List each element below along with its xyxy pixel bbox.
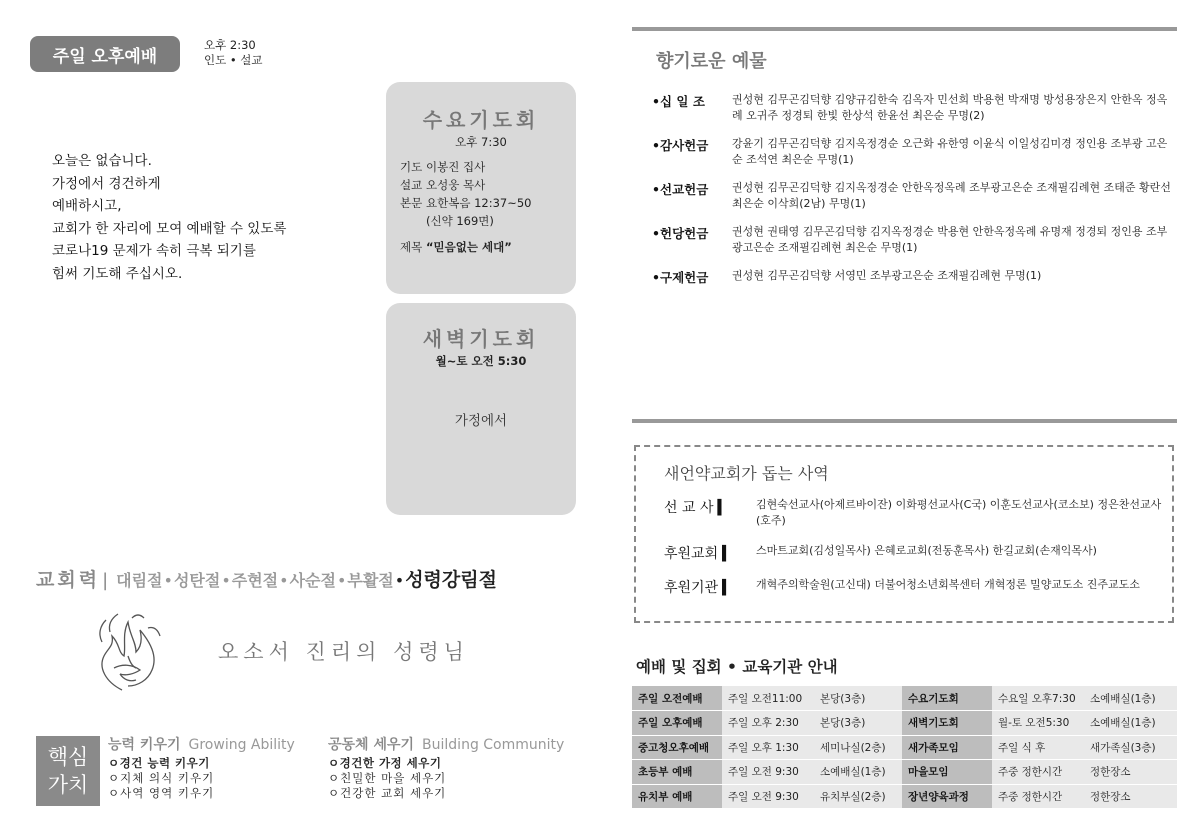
offering-row (652, 268, 1177, 286)
schedule-cell: 주중 정한시간 (992, 784, 1084, 809)
mission-category (664, 577, 756, 597)
schedule-cell: 주중 정한시간 (992, 760, 1084, 785)
detail-row (400, 194, 532, 212)
mission-names: 개혁주의학술원(고신대) 더불어청소년회복센터 개혁정론 밀양교도소 진주교도소 (756, 578, 1140, 591)
offering-type: •감사헌금 (652, 138, 709, 153)
offering-names: 권성현 김무곤김덕향 김지옥정경순 안한옥정옥례 조부광고은순 조재필김례현 조태준 황란선 최은순 이삭희(2남) 무명(1) (732, 181, 1171, 210)
section-divider (632, 27, 1177, 31)
detail-value: 이봉진 집사 (426, 160, 486, 174)
offering-names: 권성현 김무곤김덕향 김양규김한숙 김옥자 민선희 박용현 박재명 방성용장은지 안한옥 정옥례 오귀주 정경퇴 한빛 한상석 한윤선 최은순 무명(2) (732, 93, 1168, 122)
community-title-en: Building Community (422, 737, 565, 753)
mission-category-label: 후원교회 (664, 546, 719, 562)
offering-type: •헌당헌금 (652, 226, 709, 241)
value-item: ㅇ사역 영역 키우기 (108, 786, 215, 800)
schedule-cell: 주일 오전예배 (632, 686, 722, 711)
wednesday-details (400, 158, 532, 256)
schedule-cell: 중고청오후예배 (632, 735, 722, 760)
value-item: ㅇ경건한 가정 세우기 (328, 756, 442, 770)
offering-names: 권성현 권태영 김무곤김덕향 김지옥정경순 박용현 안한옥정옥례 유명재 정경퇴 정인용 조부광고은순 조재필김례현 최은순 무명(1) (732, 225, 1168, 254)
bullet-icon: • (279, 571, 289, 590)
church-calendar (36, 565, 497, 592)
value-item: ㅇ지체 의식 키우기 (108, 771, 215, 785)
table-row (632, 784, 1177, 809)
wednesday-time: 오후 7:30 (455, 135, 507, 149)
bullet-icon: • (336, 571, 347, 590)
calendar-current-season: 성령강림절 (405, 569, 497, 591)
bullet-icon: • (394, 571, 405, 590)
core-label-line2: 가치 (47, 773, 89, 797)
schedule-title: 예배 및 집회 • 교육기관 안내 (636, 658, 838, 676)
table-row (632, 686, 1177, 711)
calendar-season: 주현절 (231, 571, 279, 590)
offering-row (652, 136, 1177, 168)
message-line: 예배하시고, (52, 198, 122, 214)
message-line: 코로나19 문제가 속히 극복 되기를 (52, 243, 256, 259)
offering-row (652, 92, 1177, 124)
schedule-cell: 정한장소 (1084, 760, 1177, 785)
detail-key: 제목 (400, 240, 423, 254)
schedule-cell: 정한장소 (1084, 784, 1177, 809)
offering-names: 권성현 김무곤김덕향 서영민 조부광고은순 조재필김례현 무명(1) (732, 269, 1042, 282)
community-title (328, 738, 564, 753)
detail-key: 설교 (400, 178, 423, 192)
dawn-place: 가정에서 (454, 413, 508, 429)
bullet-icon: • (163, 571, 173, 590)
detail-key: 본문 (400, 196, 423, 210)
wednesday-title: 수요기도회 (422, 108, 540, 132)
mission-category-label: 선 교 사 (664, 500, 714, 516)
divider: | (102, 570, 109, 591)
table-row (632, 711, 1177, 736)
divider: ▍ (722, 546, 733, 562)
offering-type: •십 일 조 (652, 94, 705, 109)
detail-key (400, 212, 426, 230)
service-time: 오후 2:30 (204, 38, 256, 52)
missions-box (634, 445, 1174, 623)
mission-row (664, 497, 1164, 529)
detail-value: 요한복음 12:37~50 (426, 196, 532, 210)
detail-value: 오성웅 목사 (426, 178, 486, 192)
ability-title (108, 738, 295, 753)
community-values (328, 738, 564, 801)
schedule-cell: 새벽기도회 (902, 711, 992, 736)
detail-row (400, 176, 532, 194)
schedule-cell: 소예배실(1층) (814, 760, 902, 785)
schedule-cell: 주일 오후예배 (632, 711, 722, 736)
schedule-cell: 주일 오전 9:30 (722, 760, 814, 785)
sermon-theme-row (400, 238, 532, 256)
message-line: 교회가 한 자리에 모여 예배할 수 있도록 (52, 220, 287, 237)
offering-title: 향기로운 예물 (656, 51, 767, 72)
message-line: 힘써 기도해 주십시오. (52, 265, 183, 282)
divider: ▍ (722, 580, 733, 596)
offering-type: •구제헌금 (652, 270, 709, 285)
calendar-season: 대림절 (116, 571, 163, 590)
value-item: ㅇ건강한 교회 세우기 (328, 786, 447, 800)
message-line: 가정에서 경건하게 (52, 175, 161, 192)
schedule-cell: 마을모임 (902, 760, 992, 785)
value-item: ㅇ경건 능력 키우기 (108, 756, 210, 770)
core-values-badge (36, 736, 100, 806)
table-row (632, 735, 1177, 760)
calendar-label: 교회력 (36, 569, 101, 591)
schedule-cell: 주일 오전11:00 (722, 686, 814, 711)
calendar-season: 사순절 (289, 571, 336, 590)
wednesday-prayer-box (386, 82, 576, 294)
calendar-season: 성탄절 (173, 571, 221, 590)
schedule-cell: 주일 오후 1:30 (722, 735, 814, 760)
detail-row (400, 212, 532, 230)
ability-title-ko: 능력 키우기 (108, 737, 181, 753)
mission-category-label: 후원기관 (664, 580, 719, 596)
schedule-cell: 초등부 예배 (632, 760, 722, 785)
mission-names: 스마트교회(김성일목사) 은혜로교회(전동훈목사) 한길교회(손재익목사) (756, 544, 1097, 557)
schedule-cell: 본당(3층) (814, 686, 902, 711)
calendar-season: 부활절 (347, 571, 394, 590)
mission-row (664, 543, 1164, 563)
sermon-theme: “믿음없는 세대” (426, 240, 512, 254)
schedule-cell: 월-토 오전5:30 (992, 711, 1084, 736)
divider: ▍ (717, 500, 729, 516)
detail-key: 기도 (400, 160, 423, 174)
bullet-icon: • (221, 571, 231, 590)
schedule-cell: 새가족모임 (902, 735, 992, 760)
offering-row (652, 180, 1177, 212)
ability-title-en: Growing Ability (188, 737, 295, 753)
dawn-prayer-box (386, 303, 576, 515)
mission-category (664, 543, 756, 563)
core-label-line1: 핵심 (47, 745, 89, 769)
detail-value: (신약 169면) (426, 214, 494, 228)
community-title-ko: 공동체 세우기 (328, 737, 415, 753)
notice-message (52, 150, 286, 285)
mission-names: 김현숙선교사(아제르바이잔) 이화평선교사(C국) 이훈도선교사(코소보) 정은찬선교사(호주) (756, 498, 1162, 527)
ability-values (108, 738, 295, 801)
service-role: 인도 • 설교 (204, 53, 263, 67)
schedule-cell: 소예배실(1층) (1084, 711, 1177, 736)
schedule-cell: 새가족실(3층) (1084, 735, 1177, 760)
holy-spirit-flame-icon (92, 612, 166, 692)
value-item: ㅇ친밀한 마을 세우기 (328, 771, 447, 785)
schedule-cell: 유치부 예배 (632, 784, 722, 809)
missions-title: 새언약교회가 돕는 사역 (664, 464, 829, 483)
service-info (204, 38, 263, 68)
mission-row (664, 577, 1164, 597)
service-title-badge: 주일 오후예배 (30, 36, 180, 72)
dawn-time: 월~토 오전 5:30 (435, 354, 527, 368)
schedule-cell: 유치부실(2층) (814, 784, 902, 809)
offering-names: 강윤기 김무곤김덕향 김지옥정경순 오근화 유한영 이윤식 이일성김미경 정인용 조부광 고은순 조석연 최은순 무명(1) (732, 137, 1168, 166)
schedule-cell: 세미나실(2층) (814, 735, 902, 760)
section-divider (632, 419, 1177, 423)
offering-type: •선교헌금 (652, 182, 709, 197)
table-row (632, 760, 1177, 785)
schedule-cell: 소예배실(1층) (1084, 686, 1177, 711)
detail-row (400, 158, 532, 176)
schedule-cell: 장년양육과정 (902, 784, 992, 809)
schedule-cell: 주일 오전 9:30 (722, 784, 814, 809)
dawn-title: 새벽기도회 (422, 327, 540, 351)
message-line: 오늘은 없습니다. (52, 153, 152, 169)
mission-category (664, 497, 756, 529)
calendar-subtitle: 오소서 진리의 성령님 (218, 640, 469, 664)
schedule-cell: 수요기도회 (902, 686, 992, 711)
schedule-cell: 주일 오후 2:30 (722, 711, 814, 736)
offering-row (652, 224, 1177, 256)
schedule-cell: 본당(3층) (814, 711, 902, 736)
missions-list (664, 497, 1164, 611)
schedule-cell: 수요일 오후7:30 (992, 686, 1084, 711)
schedule-cell: 주일 식 후 (992, 735, 1084, 760)
schedule-table (632, 686, 1177, 809)
offering-list (652, 92, 1177, 298)
